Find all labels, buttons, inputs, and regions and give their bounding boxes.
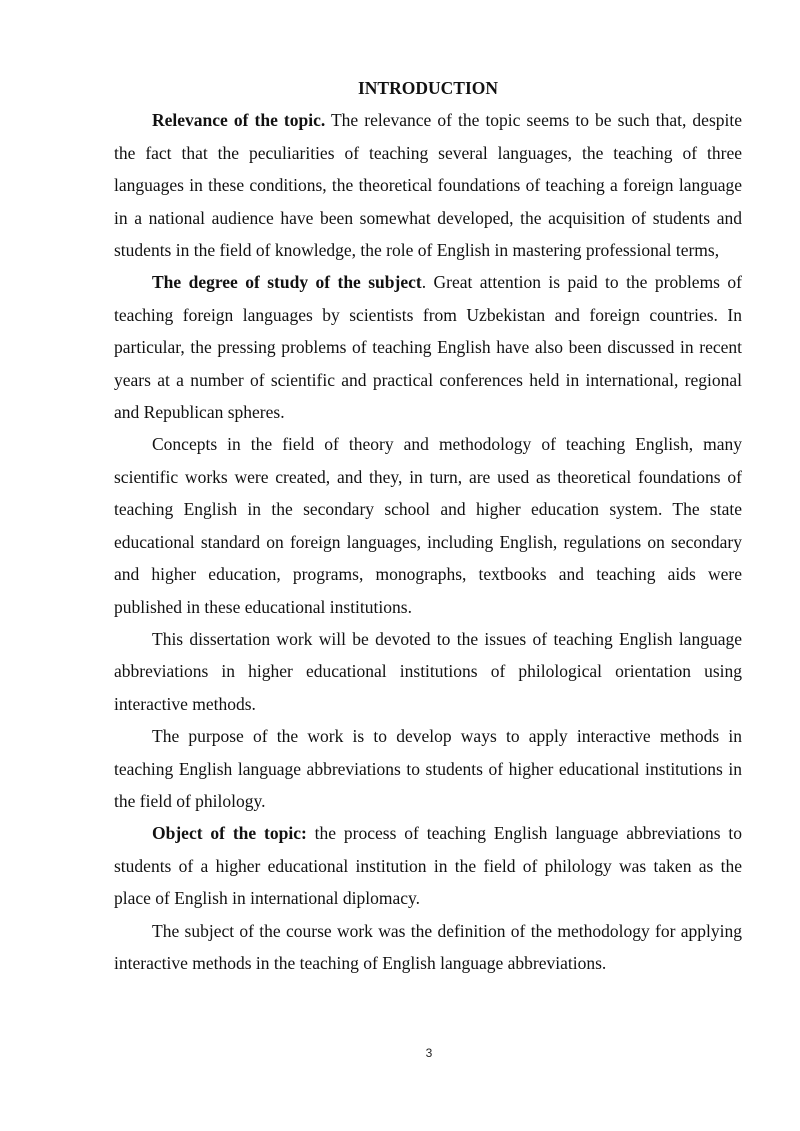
page-content xyxy=(114,72,742,979)
paragraph-text-dissertation: This dissertation work will be devoted to the issues of teaching English language abbreviations in higher educational institutions of philological orientation using interactive methods. xyxy=(114,628,742,714)
paragraph-lead-object: Object of the topic: xyxy=(152,823,307,844)
paragraph-concepts xyxy=(114,428,742,622)
paragraph-text-object: the process of teaching English language abbreviations to students of a higher educational institution in the field of philology was taken as the place of English in international diplomacy. xyxy=(114,823,742,909)
paragraph-text-relevance: The relevance of the topic seems to be such that, despite the fact that the peculiarities of teaching several languages, the teaching of three languages in these conditions, the theoretical foundations of teaching a foreign language in a national audience have been somewhat developed, the acquisition of students and students in the field of knowledge, the role of English in mastering professional terms, xyxy=(114,110,742,261)
paragraph-dissertation xyxy=(114,623,742,720)
paragraph-lead-degree-of-study: The degree of study of the subject xyxy=(152,272,422,293)
paragraph-degree-of-study xyxy=(114,266,742,428)
paragraph-lead-relevance: Relevance of the topic. xyxy=(152,110,326,131)
paragraph-subject xyxy=(114,915,742,980)
paragraph-text-subject: The subject of the course work was the definition of the methodology for applying interactive methods in the teaching of English language abbreviations. xyxy=(114,920,742,973)
paragraph-text-degree-of-study: . Great attention is paid to the problems of teaching foreign languages by scientists from Uzbekistan and foreign countries. In particular, the pressing problems of teaching English have also been discussed in recent years at a number of scientific and practical conferences held in international, regional and Republican spheres. xyxy=(114,272,742,423)
section-title: INTRODUCTION xyxy=(357,78,499,98)
page-number: 3 xyxy=(425,1046,433,1060)
paragraph-text-purpose: The purpose of the work is to develop ways to apply interactive methods in teaching English language abbreviations to students of higher educational institutions in the field of philology. xyxy=(114,726,742,811)
paragraph-relevance xyxy=(114,104,742,266)
paragraph-purpose xyxy=(114,720,742,817)
paragraph-object xyxy=(114,817,742,914)
paragraph-text-concepts: Concepts in the field of theory and methodology of teaching English, many scientific works were created, and they, in turn, are used as theoretical foundations of teaching English in the secondary school and higher education system. The state educational standard on foreign languages, including English, regulations on secondary and higher education, programs, monographs, textbooks and teaching aids were published in these educational institutions. xyxy=(114,434,742,617)
